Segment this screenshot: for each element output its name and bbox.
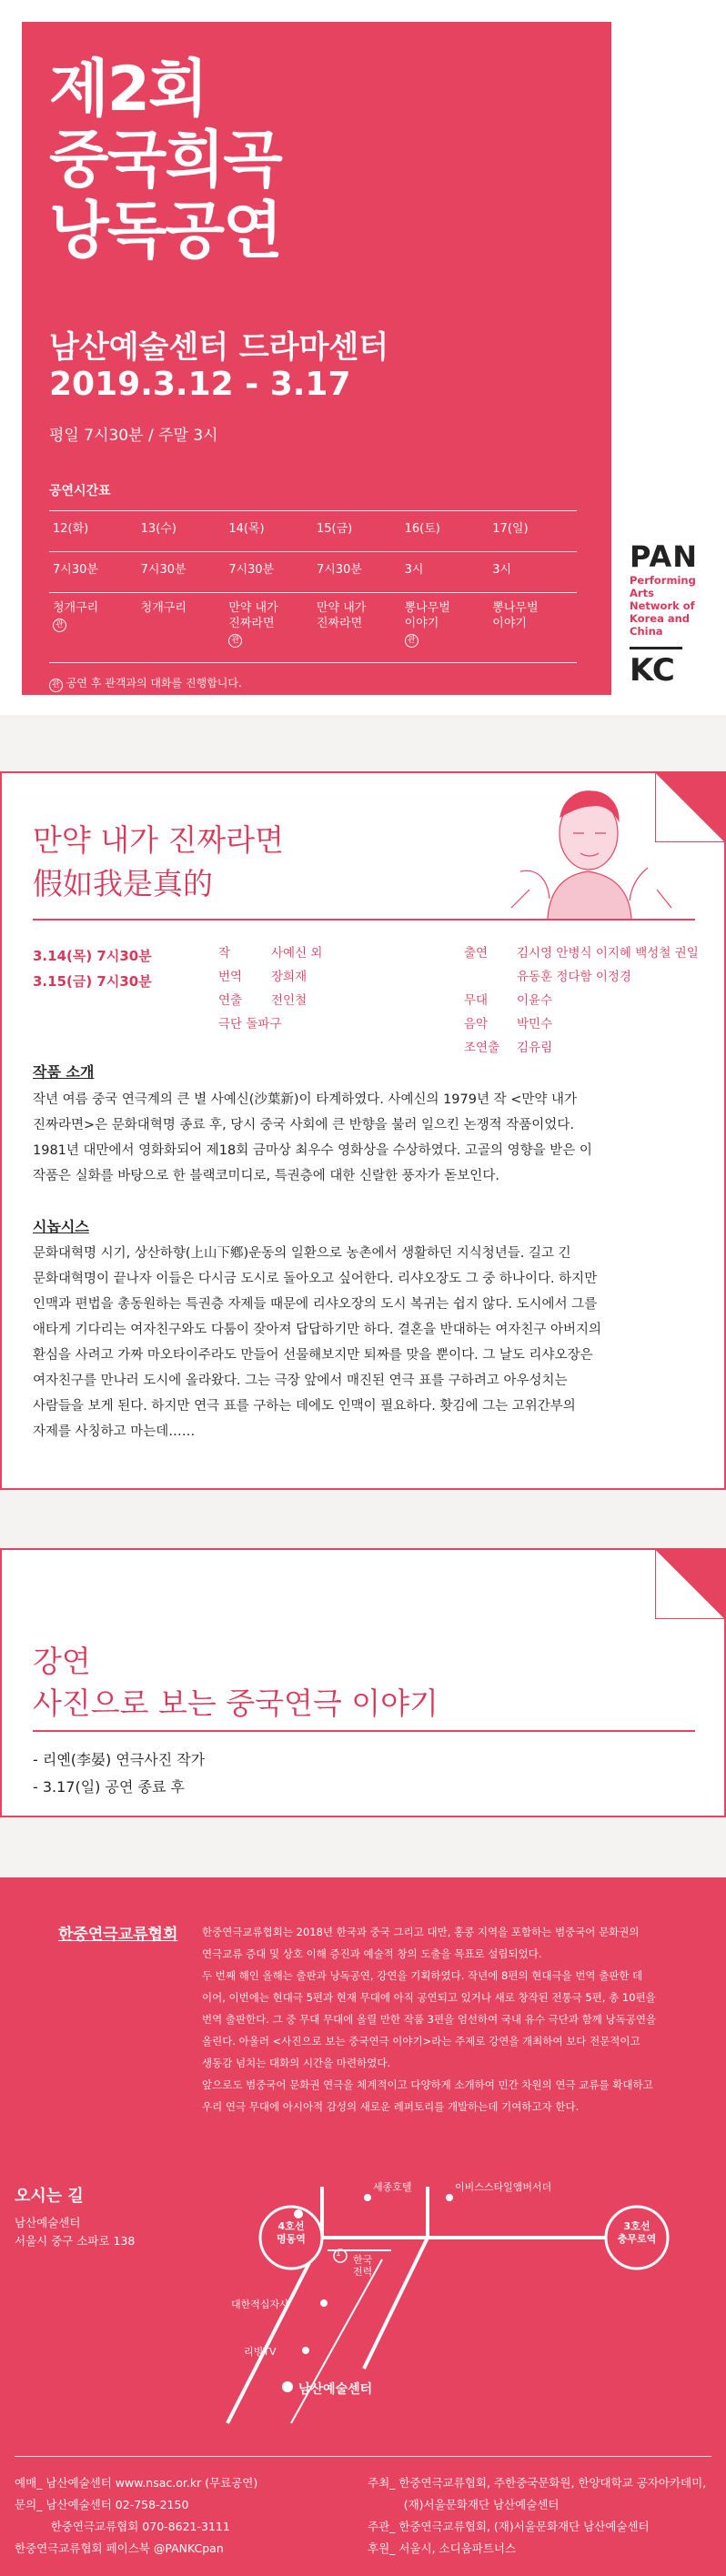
synopsis-body bbox=[33, 1241, 601, 1444]
station-name: 명동역 bbox=[277, 2233, 306, 2245]
hero-title-line: 제2회 bbox=[49, 54, 207, 126]
pan-logo-line: China bbox=[630, 625, 663, 638]
footer-line: 주최_ 한중연극교류협회, 주한중국문화원, 한양대학교 공자아카데미, bbox=[368, 2476, 707, 2490]
credit-role: 작 bbox=[218, 946, 231, 961]
play-title-korean: 만약 내가 진짜라면 bbox=[33, 822, 285, 858]
schedule-cell bbox=[313, 593, 401, 663]
lecture-title-line: 강연 bbox=[33, 1644, 91, 1679]
synopsis-line: 사람들을 보게 된다. 하지만 연극 표를 구하는 데에도 인맥이 필요하다. 홧김에 그는 고위간부의 bbox=[33, 1399, 576, 1414]
play-title bbox=[33, 819, 284, 906]
org-name: 한중연극교류협회 bbox=[58, 1926, 178, 1944]
credit-name: 전인철 bbox=[271, 993, 308, 1008]
schedule-cell bbox=[137, 593, 226, 663]
schedule-cell bbox=[401, 593, 489, 663]
org-line: 번역 출판한다. 그 중 무대 무대에 올릴 만한 작품 3편을 엄선하여 국내 유수 극단과 함께 낭독공연을 bbox=[202, 2013, 657, 2026]
pan-logo-line: Arts bbox=[630, 587, 654, 599]
intro-heading: 작품 소개 bbox=[33, 1063, 95, 1081]
org-line: 한중연극교류협회는 2018년 한국과 중국 그리고 대만, 홍콩 지역을 포함하는 범중국어 문화권의 bbox=[202, 1926, 640, 1938]
ticket-contact-info bbox=[15, 2472, 257, 2560]
footer-line: 한중연극교류협회 070-8621-3111 bbox=[15, 2520, 230, 2533]
hero-title bbox=[49, 55, 595, 267]
credit-row bbox=[464, 965, 699, 989]
map-label-living-tv: 리빙TV bbox=[244, 2346, 277, 2358]
schedule-title: 뽕나무벌 이야기 bbox=[492, 601, 539, 630]
schedule-day: 13(수) bbox=[137, 511, 226, 552]
playwright-portrait-image bbox=[493, 780, 684, 919]
credit-role: 음악 bbox=[464, 1017, 489, 1031]
credit-name: 김시영 안병식 이지혜 백성철 권일 bbox=[517, 946, 699, 961]
play-dates bbox=[33, 943, 152, 994]
map-label-sejong-hotel: 세종호텔 bbox=[373, 2181, 412, 2193]
schedule-time: 3시 bbox=[401, 552, 489, 593]
schedule-label: 공연시간표 bbox=[49, 484, 111, 498]
play-date: 3.14(목) 7시30분 bbox=[33, 948, 152, 964]
lecture-details bbox=[33, 1746, 205, 1801]
location-map bbox=[0, 2150, 726, 2460]
schedule-cell bbox=[225, 593, 313, 663]
play-date: 3.15(금) 7시30분 bbox=[33, 973, 152, 990]
pan-kc-logo bbox=[630, 539, 711, 697]
org-line: 생동감 넘치는 대화의 시간을 마련하였다. bbox=[202, 2057, 391, 2069]
synopsis-line: 여자친구를 만나러 도시에 올라왔다. 그는 극장 앞에서 매진된 연극 표를 구하려고 아우성치는 bbox=[33, 1374, 568, 1388]
organizer-info bbox=[368, 2472, 706, 2560]
synopsis-line: 인맥과 편법을 총동원하는 특권층 자제들 때문에 리샤오장의 도시 복귀는 쉽지 않다. 도시에서 그를 bbox=[33, 1297, 598, 1312]
talk-mark-icon: 관 bbox=[228, 634, 242, 648]
footer-line: 주관_ 한중연극교류협회, (재)서울문화재단 남산예술센터 bbox=[368, 2520, 650, 2533]
footer-line: 예매_ 남산예술센터 www.nsac.or.kr (무료공연) bbox=[15, 2476, 258, 2490]
credit-name: 사예신 외 bbox=[271, 946, 323, 961]
org-description bbox=[202, 1921, 656, 2118]
credit-name: 이윤수 bbox=[517, 993, 553, 1008]
schedule-cell bbox=[49, 593, 137, 663]
hero-times: 평일 7시30분 / 주말 3시 bbox=[49, 427, 218, 445]
schedule-time: 7시30분 bbox=[313, 552, 401, 593]
credit-row bbox=[218, 989, 322, 1012]
org-line: 두 번째 해인 올해는 출판과 낭독공연, 강연을 기획하였다. 작년에 8편의 현대극을 번역 출판한 데 bbox=[202, 1969, 643, 1982]
play-title-chinese: 假如我是真的 bbox=[33, 866, 213, 901]
hero-dates: 2019.3.12 - 3.17 bbox=[49, 366, 351, 403]
play-card bbox=[0, 771, 726, 1490]
credit-role: 조연출 bbox=[464, 1041, 500, 1055]
intro-line: 진짜라면>은 문화대혁명 종료 후, 당시 중국 사회에 큰 반향을 불러 일으킨 논쟁적 작품이었다. bbox=[33, 1118, 574, 1132]
map-label-exit-number: 1 bbox=[336, 2249, 341, 2259]
org-line: 올린다. 아울러 <사진으로 보는 중국연극 이야기>라는 주제로 강연을 개최하여 보다 전문적이고 bbox=[202, 2035, 640, 2048]
address-line: 서울시 중구 소파로 138 bbox=[15, 2234, 136, 2248]
org-line: 앞으로도 범중국어 문화권 연극을 체계적이고 다양하게 소개하여 민간 차원의 연극 교류를 확대하고 bbox=[202, 2078, 653, 2091]
pan-logo-subtitle bbox=[630, 574, 711, 638]
pan-logo-line: Performing bbox=[630, 574, 696, 587]
directions-address bbox=[15, 2214, 135, 2250]
hero-title-line: 낭독공연 bbox=[49, 196, 281, 267]
schedule-title: 뽕나무벌 이야기 bbox=[404, 601, 450, 630]
credit-name: 장희재 bbox=[271, 970, 308, 984]
talk-mark-icon: 관 bbox=[49, 679, 63, 692]
org-line: 이어, 이번에는 현대극 5편과 현재 무대에 아직 공연되고 있거나 새로 창작된 전통극 5편, 총 10편을 bbox=[202, 1991, 656, 2004]
talk-mark-icon: 관 bbox=[53, 619, 66, 632]
credits-left bbox=[218, 941, 322, 1036]
map-label-ibis: 이비스스타일앰버서더 bbox=[455, 2181, 552, 2193]
map-label-nsac: 남산예술센터 bbox=[298, 2382, 373, 2397]
credit-row bbox=[464, 1012, 699, 1036]
map-label-kepco: 한국 전력 bbox=[353, 2254, 373, 2278]
credit-row bbox=[218, 965, 322, 989]
divider bbox=[33, 1730, 695, 1732]
synopsis-line: 문화대혁명 시기, 상산하향(上山下鄕)운동의 일환으로 농촌에서 생활하던 지식청년들. 길고 긴 bbox=[33, 1246, 571, 1261]
schedule-note bbox=[49, 675, 242, 692]
map-label-red-cross: 대한적십자사 bbox=[231, 2299, 289, 2310]
synopsis-line: 애타게 기다리는 여자친구와도 다툼이 잦아져 답답하기만 하다. 결혼을 반대하는 여자친구 아버지의 bbox=[33, 1323, 601, 1337]
address-line: 남산예술센터 bbox=[15, 2216, 81, 2229]
schedule-title: 만약 내가 진짜라면 bbox=[316, 601, 367, 630]
credit-role: 무대 bbox=[464, 993, 489, 1008]
intro-body bbox=[33, 1087, 592, 1189]
schedule-day: 16(토) bbox=[401, 511, 489, 552]
schedule-days-row bbox=[49, 511, 577, 552]
schedule-title: 청개구리 bbox=[140, 601, 187, 615]
org-line: 우리 연극 무대에 아시아적 감성의 새로운 레퍼토리를 개발하는데 기여하고자 한다. bbox=[202, 2100, 580, 2113]
credits-right bbox=[464, 941, 699, 1060]
synopsis-line: 자제를 사칭하고 마는데…… bbox=[33, 1424, 196, 1439]
intro-line: 작년 여름 중국 연극계의 큰 별 사예신(沙葉新)이 타계하였다. 사예신의 1979년 작 <만약 내가 bbox=[33, 1092, 577, 1107]
footer-line: (재)서울문화재단 남산예술센터 bbox=[368, 2498, 560, 2511]
kc-logo-word: KC bbox=[630, 647, 682, 686]
footer-line: 한중연극교류협회 페이스북 @PANKCpan bbox=[15, 2541, 224, 2555]
credit-name: 박민수 bbox=[517, 1017, 553, 1031]
credit-row bbox=[464, 941, 699, 965]
intro-line: 1981년 대만에서 영화화되어 제18회 금마상 최우수 영화상을 수상하였다. 고골의 영향을 받은 이 bbox=[33, 1143, 592, 1158]
schedule-cell bbox=[489, 593, 577, 663]
credit-row bbox=[464, 989, 699, 1012]
schedule-day: 17(일) bbox=[489, 511, 577, 552]
schedule-time: 7시30분 bbox=[49, 552, 137, 593]
station-myeongdong bbox=[266, 2220, 317, 2246]
pan-logo-word: PAN bbox=[630, 539, 699, 574]
credit-name: 김유림 bbox=[517, 1041, 553, 1055]
lecture-card bbox=[0, 1548, 726, 1817]
talk-mark-icon: 관 bbox=[405, 634, 418, 648]
schedule-times-row bbox=[49, 552, 577, 593]
synopsis-line: 문화대혁명이 끝나자 이들은 다시금 도시로 돌아오고 싶어한다. 리샤오장도 그 중 하나이다. 하지만 bbox=[33, 1272, 598, 1286]
schedule-time: 3시 bbox=[489, 552, 577, 593]
schedule-time: 7시30분 bbox=[225, 552, 313, 593]
pan-logo-line: Network of bbox=[630, 599, 695, 612]
hero-section bbox=[0, 0, 726, 715]
credit-row bbox=[218, 941, 322, 965]
credit-name: 유동훈 정다함 이정경 bbox=[517, 970, 631, 984]
divider bbox=[15, 2456, 711, 2457]
footer-line: 후원_ 서울시, 소디움파트너스 bbox=[368, 2541, 517, 2555]
station-line: 4호선 bbox=[277, 2220, 305, 2232]
credit-role: 연출 bbox=[218, 993, 243, 1008]
org-line: 연극교류 증대 및 상호 이해 증진과 예술적 창의 도출을 목표로 설립되었다. bbox=[202, 1947, 542, 1960]
station-name: 충무로역 bbox=[617, 2233, 657, 2245]
schedule-titles-row bbox=[49, 593, 577, 663]
credit-row bbox=[464, 1036, 699, 1060]
schedule-day: 15(금) bbox=[313, 511, 401, 552]
schedule-title: 만약 내가 진짜라면 bbox=[228, 601, 278, 630]
credit-role: 번역 bbox=[218, 970, 243, 984]
schedule-day: 14(목) bbox=[225, 511, 313, 552]
station-chungmuro bbox=[611, 2220, 662, 2246]
directions-title: 오시는 길 bbox=[15, 2187, 84, 2206]
schedule-time: 7시30분 bbox=[137, 552, 226, 593]
hero-poster-box bbox=[22, 22, 611, 695]
credit-role: 출연 bbox=[464, 946, 489, 961]
station-line: 3호선 bbox=[623, 2220, 650, 2232]
credit-row bbox=[218, 1012, 322, 1036]
intro-line: 작품은 실화를 바탕으로 한 블랙코미디로, 특권층에 대한 신랄한 풍자가 돋보인다. bbox=[33, 1169, 499, 1183]
footer-section bbox=[0, 1877, 726, 2576]
schedule-day: 12(화) bbox=[49, 511, 137, 552]
divider bbox=[33, 919, 695, 921]
schedule-table bbox=[49, 510, 577, 663]
footer-line: 문의_ 남산예술센터 02-758-2150 bbox=[15, 2498, 189, 2511]
credit-company: 극단 돌파구 bbox=[218, 1017, 282, 1031]
schedule-note-text: 공연 후 관객과의 대화를 진행합니다. bbox=[66, 677, 242, 689]
schedule-title: 청개구리 bbox=[53, 601, 99, 615]
synopsis-heading: 시놉시스 bbox=[33, 1218, 89, 1235]
synopsis-line: 환심을 사려고 가짜 마오타이주라도 만들어 선물해보지만 퇴짜를 맞을 뿐이다. 그 날도 리샤오장은 bbox=[33, 1348, 593, 1363]
lecture-title bbox=[33, 1641, 439, 1725]
lecture-title-line: 사진으로 보는 중국연극 이야기 bbox=[33, 1685, 439, 1721]
folded-corner-icon bbox=[655, 1548, 726, 1619]
hero-venue: 남산예술센터 드라마센터 bbox=[49, 329, 389, 366]
pan-logo-line: Korea and bbox=[630, 612, 691, 625]
hero-title-line: 중국희곡 bbox=[49, 125, 281, 196]
lecture-item: - 3.17(일) 공연 종료 후 bbox=[33, 1778, 185, 1796]
lecture-item: - 리옌(李晏) 연극사진 작가 bbox=[33, 1751, 206, 1768]
